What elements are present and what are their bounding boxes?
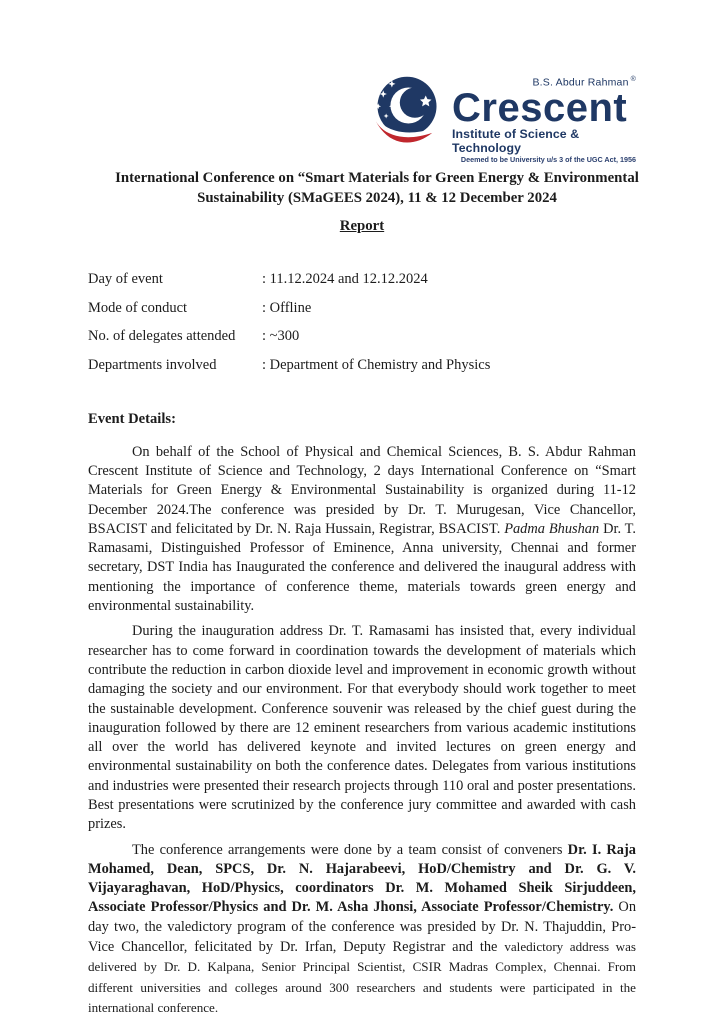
event-details-body <box>88 443 636 1019</box>
logo-wordmark <box>452 74 636 164</box>
conference-title: International Conference on “Smart Materials for Green Energy & Environmental Sustainability (SMaGEES 2024), 11 & 12 December 2024 <box>115 170 639 206</box>
text-segment-bold: Dr. I. Raja Mohamed, Dean, SPCS, Dr. N. Hajarabeevi, HoD/Chemistry and Dr. G. V. Vijayaraghavan, HoD/Physics, coordinators Dr. M. Mohamed Sheik Sirjuddeen, Associate Professor/Physics and Dr. M. Asha Jhonsi, Associate Professor/Chemistry. <box>88 841 636 916</box>
paragraph-address <box>88 622 636 834</box>
detail-value: : ~300 <box>262 328 300 345</box>
event-details-heading: Event Details: <box>88 411 176 428</box>
registered-trademark-icon: ® <box>630 76 636 83</box>
detail-value: : Department of Chemistry and Physics <box>262 356 491 373</box>
detail-label: Departments involved <box>88 356 217 373</box>
detail-row-mode-of-conduct <box>88 294 636 323</box>
detail-value: : 11.12.2024 and 12.12.2024 <box>262 271 428 288</box>
detail-value: : Offline <box>262 299 312 316</box>
logo-brand-large: Crescent <box>452 85 628 130</box>
text-segment: On day two, the valedictory program of the conference was presided by Dr. N. Thajuddin, Pro-Vice Chancellor, felicitated by Dr. Irfan, Deputy Registrar and the <box>88 899 637 956</box>
crescent-moon-stars-icon <box>371 74 443 150</box>
detail-row-departments-involved <box>88 351 636 380</box>
detail-row-delegates-attended <box>88 322 636 351</box>
logo-brand-small-text: B.S. Abdur Rahman <box>532 76 629 89</box>
paragraph-arrangements <box>88 841 636 1019</box>
report-heading: Report <box>339 218 385 235</box>
paragraph-inauguration <box>88 443 636 617</box>
text-segment: On behalf of the School of Physical and Chemical Sciences, B. S. Abdur Rahman Crescent Institute of Science and Technology, 2 days International Conference on “Smart Materials for Green Energy & Environmental Sustainability is organized during 11-12 December 2024.The conference was presided by Dr. T. Murugesan, Vice Chancellor, BSACIST and felicitated by Dr. N. Raja Hussain, Registrar, BSACIST. <box>88 443 636 537</box>
detail-label: Mode of conduct <box>88 299 188 316</box>
crescent-institute-logo <box>371 74 636 164</box>
event-summary <box>88 265 636 379</box>
detail-row-day-of-event <box>88 265 636 294</box>
logo-subtitle: Institute of Science & Technology <box>452 126 580 155</box>
text-segment: During the inauguration address Dr. T. Ramasami has insisted that, every individual researcher has to come forward in coordination towards the development of materials which contribute the reduction in carbon dioxide level and improvement in economic growth without damaging the society and our environment. For that everybody should work together to meet the sustainable development. Conference souvenir was released by the chief guest during the inauguration followed by there are 12 eminent researchers from various academic institutions all over the world has delivered keynote and invited lectures on green energy and environmental sustainability on both the conference dates. Delegates from various institutions and industries were presented their research projects through 110 oral and poster presentations. Best presentations were scrutinized by the conference jury committee and awarded with cash prizes. <box>88 623 636 833</box>
detail-label: Day of event <box>88 271 163 288</box>
text-segment-small: valedictory address was delivered by Dr. D. Kalpana, Senior Principal Scientist, CSIR Madras Complex, Chennai. From different universities and colleges around 300 researchers and students were participated in the international conference. <box>88 939 636 1015</box>
text-segment: The conference arrangements were done by a team consist of conveners <box>132 841 568 858</box>
text-segment: Dr. T. Ramasami, Distinguished Professor of Eminence, Anna university, Chennai and former secretary, DST India has Inaugurated the conference and delivered the inaugural address with mentioning the importance of conference theme, materials towards green energy and environmental sustainability. <box>88 520 637 615</box>
text-segment-italic: Padma Bhushan <box>504 520 600 537</box>
logo-tagline: Deemed to be University u/s 3 of the UGC Act, 1956 <box>460 154 636 164</box>
detail-label: No. of delegates attended <box>88 328 236 345</box>
